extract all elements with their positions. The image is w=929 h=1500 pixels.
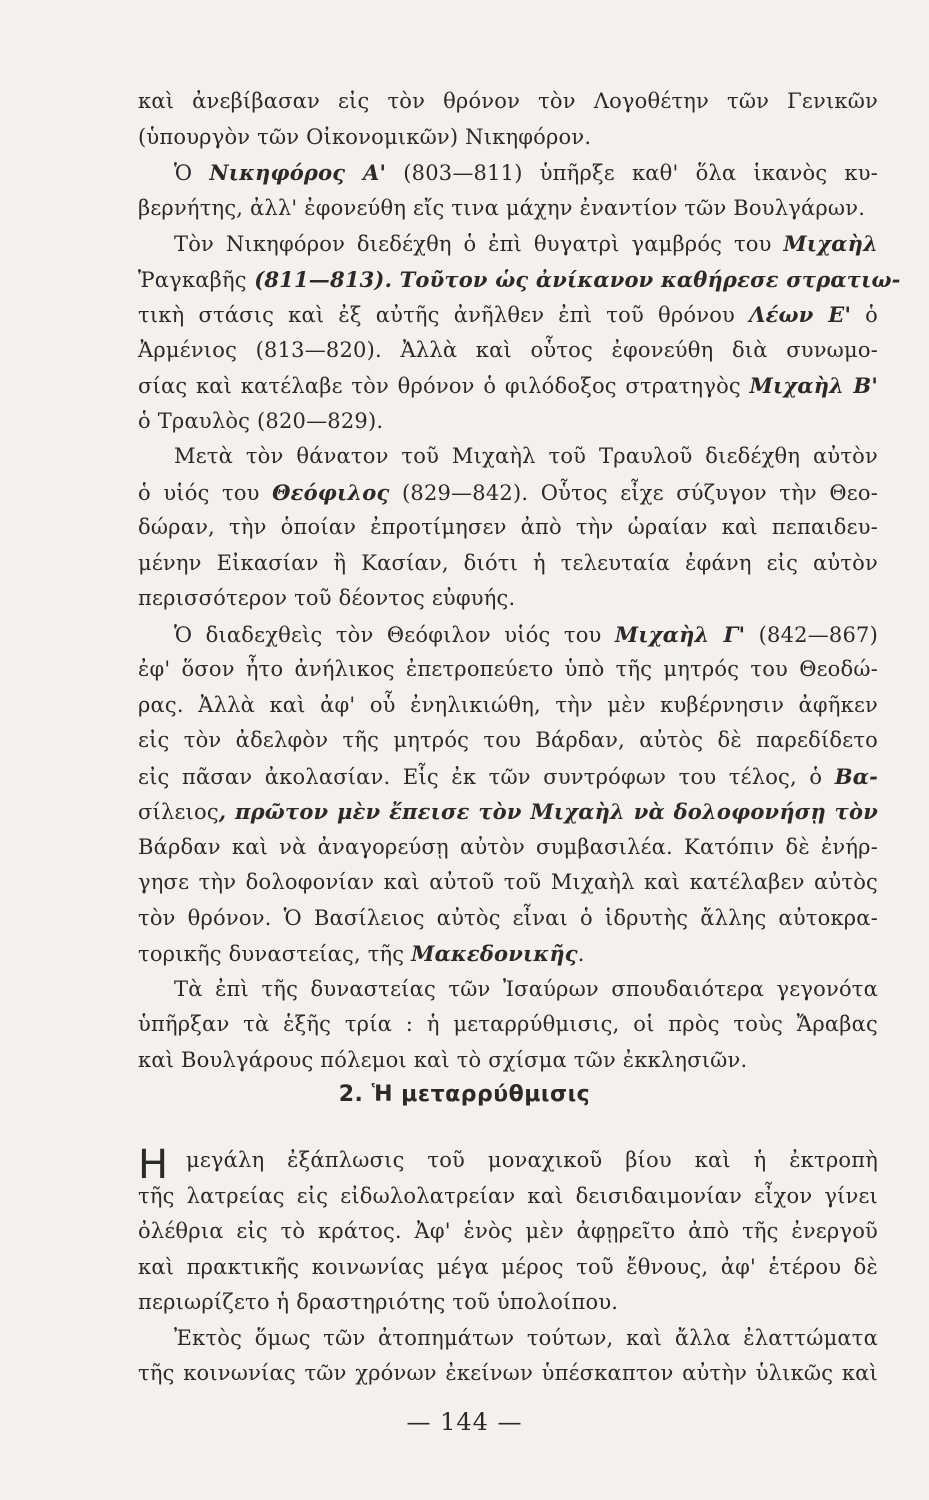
emphasized-name: (811—813). Τοῦτον ὡς ἀνίκανον καθήρεσε στρατιω- (246, 266, 901, 292)
emphasized-name: Μιχαὴλ Γ' (614, 621, 746, 647)
text-line: Ἐκτὸς ὅμως τῶν ἀτοπημάτων τούτων, καὶ ἄλλα ἐλαττώματα (174, 1325, 878, 1350)
text-line: ὀλέθρια εἰς τὸ κράτος. Ἀφ' ἑνὸς μὲν ἀφῃρεῖτο ἀπὸ τῆς ἐνεργοῦ (138, 1219, 878, 1243)
text-line: τῆς κοινωνίας τῶν χρόνων ἐκείνων ὑπέσκαπτον αὐτὴν ὑλικῶς καὶ (138, 1361, 878, 1385)
main-text (138, 84, 901, 1078)
text-line: σίας καὶ κατέλαβε τὸν θρόνον ὁ φιλόδοξος στρατηγὸς Μιχαὴλ Β' (138, 373, 878, 398)
text-line: εἰς πᾶσαν ἀκολασίαν. Εἷς ἐκ τῶν συντρόφων του τέλος, ὁ Βα- (138, 763, 878, 789)
text-line: Ὁ διαδεχθεὶς τὸν Θεόφιλον υἱός του Μιχαὴλ Γ' (842—867) (174, 621, 878, 647)
section-2-text (138, 1143, 878, 1392)
text-line: βερνήτης, ἀλλ' ἐφονεύθη εἴς τινα μάχην ἐναντίον τῶν Βουλγάρων. (138, 195, 866, 220)
emphasized-name: Μακεδονικῆς (411, 941, 578, 966)
text-line: τικὴ στάσις καὶ ἐξ αὐτῆς ἀνῆλθεν ἐπὶ τοῦ θρόνου Λέων Ε' ὁ (138, 302, 879, 327)
text-line: περιωρίζετο ἡ δραστηριότης τοῦ ὑπολοίπου. (138, 1290, 619, 1314)
text-line: γησε τὴν δολοφονίαν καὶ αὐτοῦ τοῦ Μιχαὴλ καὶ κατέλαβεν αὐτὸς (138, 870, 878, 894)
emphasized-name: , πρῶτον μὲν ἔπεισε τὸν Μιχαὴλ νὰ δολοφονήσῃ τὸν (218, 799, 878, 824)
text-line: καὶ Βουλγάρους πόλεμοι καὶ τὸ σχίσμα τῶν ἐκκλησιῶν. (138, 1047, 748, 1072)
text-line: ὑπῆρξαν τὰ ἑξῆς τρία : ἡ μεταρρύθμισις, οἱ πρὸς τοὺς Ἄραβας (138, 1012, 878, 1036)
text-line: Τὸν Νικηφόρον διεδέχθη ὁ ἐπὶ θυγατρὶ γαμβρός του Μιχαὴλ (174, 231, 878, 256)
text-line: Ἀρμένιος (813—820). Ἀλλὰ καὶ οὗτος ἐφονεύθη διὰ συνωμο- (138, 337, 878, 362)
text-line: τῆς λατρείας εἰς εἰδωλολατρείαν καὶ δεισιδαιμονίαν εἶχον γίνει (138, 1183, 878, 1208)
text-line: Ῥαγκαβῆς (811—813). Τοῦτον ὡς ἀνίκανον καθήρεσε στρατιω- (138, 266, 901, 292)
emphasized-name: Βα- (834, 763, 878, 789)
text-line: τὸν θρόνον. Ὁ Βασίλειος αὐτὸς εἶναι ὁ ἱδρυτὴς ἄλλης αὐτοκρα- (138, 905, 878, 930)
drop-cap: Η (138, 1142, 169, 1188)
text-line: ἐφ' ὅσον ἦτο ἀνήλικος ἐπετροπεύετο ὑπὸ τῆς μητρός του Θεοδώ- (138, 657, 878, 681)
emphasized-name: Νικηφόρος Α' (209, 160, 387, 185)
page-number: — 144 — (406, 1408, 523, 1436)
text-line: Ὁ Νικηφόρος Α' (803—811) ὑπῆρξε καθ' ὅλα ἱκανὸς κυ- (174, 160, 879, 185)
text-line: ὁ υἱός του Θεόφιλος (829—842). Οὗτος εἶχε σύζυγον τὴν Θεο- (138, 479, 878, 505)
text-line: Μετὰ τὸν θάνατον τοῦ Μιχαὴλ τοῦ Τραυλοῦ διεδέχθη αὐτὸν (174, 444, 878, 468)
text-line: δώραν, τὴν ὁποίαν ἐπροτίμησεν ἀπὸ τὴν ὡραίαν καὶ πεπαιδευ- (138, 515, 878, 539)
emphasized-name: Λέων Ε' (749, 302, 852, 327)
text-line: (ὑπουργὸν τῶν Οἰκονομικῶν) Νικηφόρον. (138, 124, 592, 149)
text-line: εἰς τὸν ἀδελφὸν τῆς μητρός του Βάρδαν, αὐτὸς δὲ παρεδίδετο (138, 728, 878, 752)
emphasized-name: Μιχαὴλ Β' (749, 373, 878, 398)
text-line: ρας. Ἀλλὰ καὶ ἀφ' οὗ ἐνηλικιώθη, τὴν μὲν κυβέρνησιν ἀφῆκεν (138, 692, 878, 717)
section-heading: 2. Ἡ μεταρρύθμισις (338, 1082, 591, 1107)
text-line: ὁ Τραυλὸς (820—829). (138, 408, 384, 433)
emphasized-name: Θεόφιλος (272, 479, 390, 505)
text-line: Τὰ ἐπὶ τῆς δυναστείας τῶν Ἰσαύρων σπουδαιότερα γεγονότα (174, 976, 878, 1001)
text-line: μένην Εἰκασίαν ἢ Κασίαν, διότι ἡ τελευταία ἐφάνη εἰς αὐτὸν (138, 550, 878, 575)
text-line: τορικῆς δυναστείας, τῆς Μακεδονικῆς. (138, 941, 585, 966)
text-line: Βάρδαν καὶ νὰ ἀναγορεύσῃ αὐτὸν συμβασιλέα. Κατόπιν δὲ ἐνήρ- (138, 834, 878, 859)
text-line: καὶ ἀνεβίβασαν εἰς τὸν θρόνον τὸν Λογοθέτην τῶν Γενικῶν (138, 89, 878, 113)
text-line: περισσότερον τοῦ δέοντος εὐφυής. (138, 586, 516, 610)
text-line: σίλειος, πρῶτον μὲν ἔπεισε τὸν Μιχαὴλ νὰ δολοφονήσῃ τὸν (138, 799, 878, 824)
text-line: Η μεγάλη ἐξάπλωσις τοῦ μοναχικοῦ βίου καὶ ἡ ἐκτροπὴ (138, 1142, 878, 1188)
text-line: καὶ πρακτικῆς κοινωνίας μέγα μέρος τοῦ ἔθνους, ἀφ' ἑτέρου δὲ (138, 1254, 878, 1279)
emphasized-name: Μιχαὴλ (783, 231, 878, 256)
